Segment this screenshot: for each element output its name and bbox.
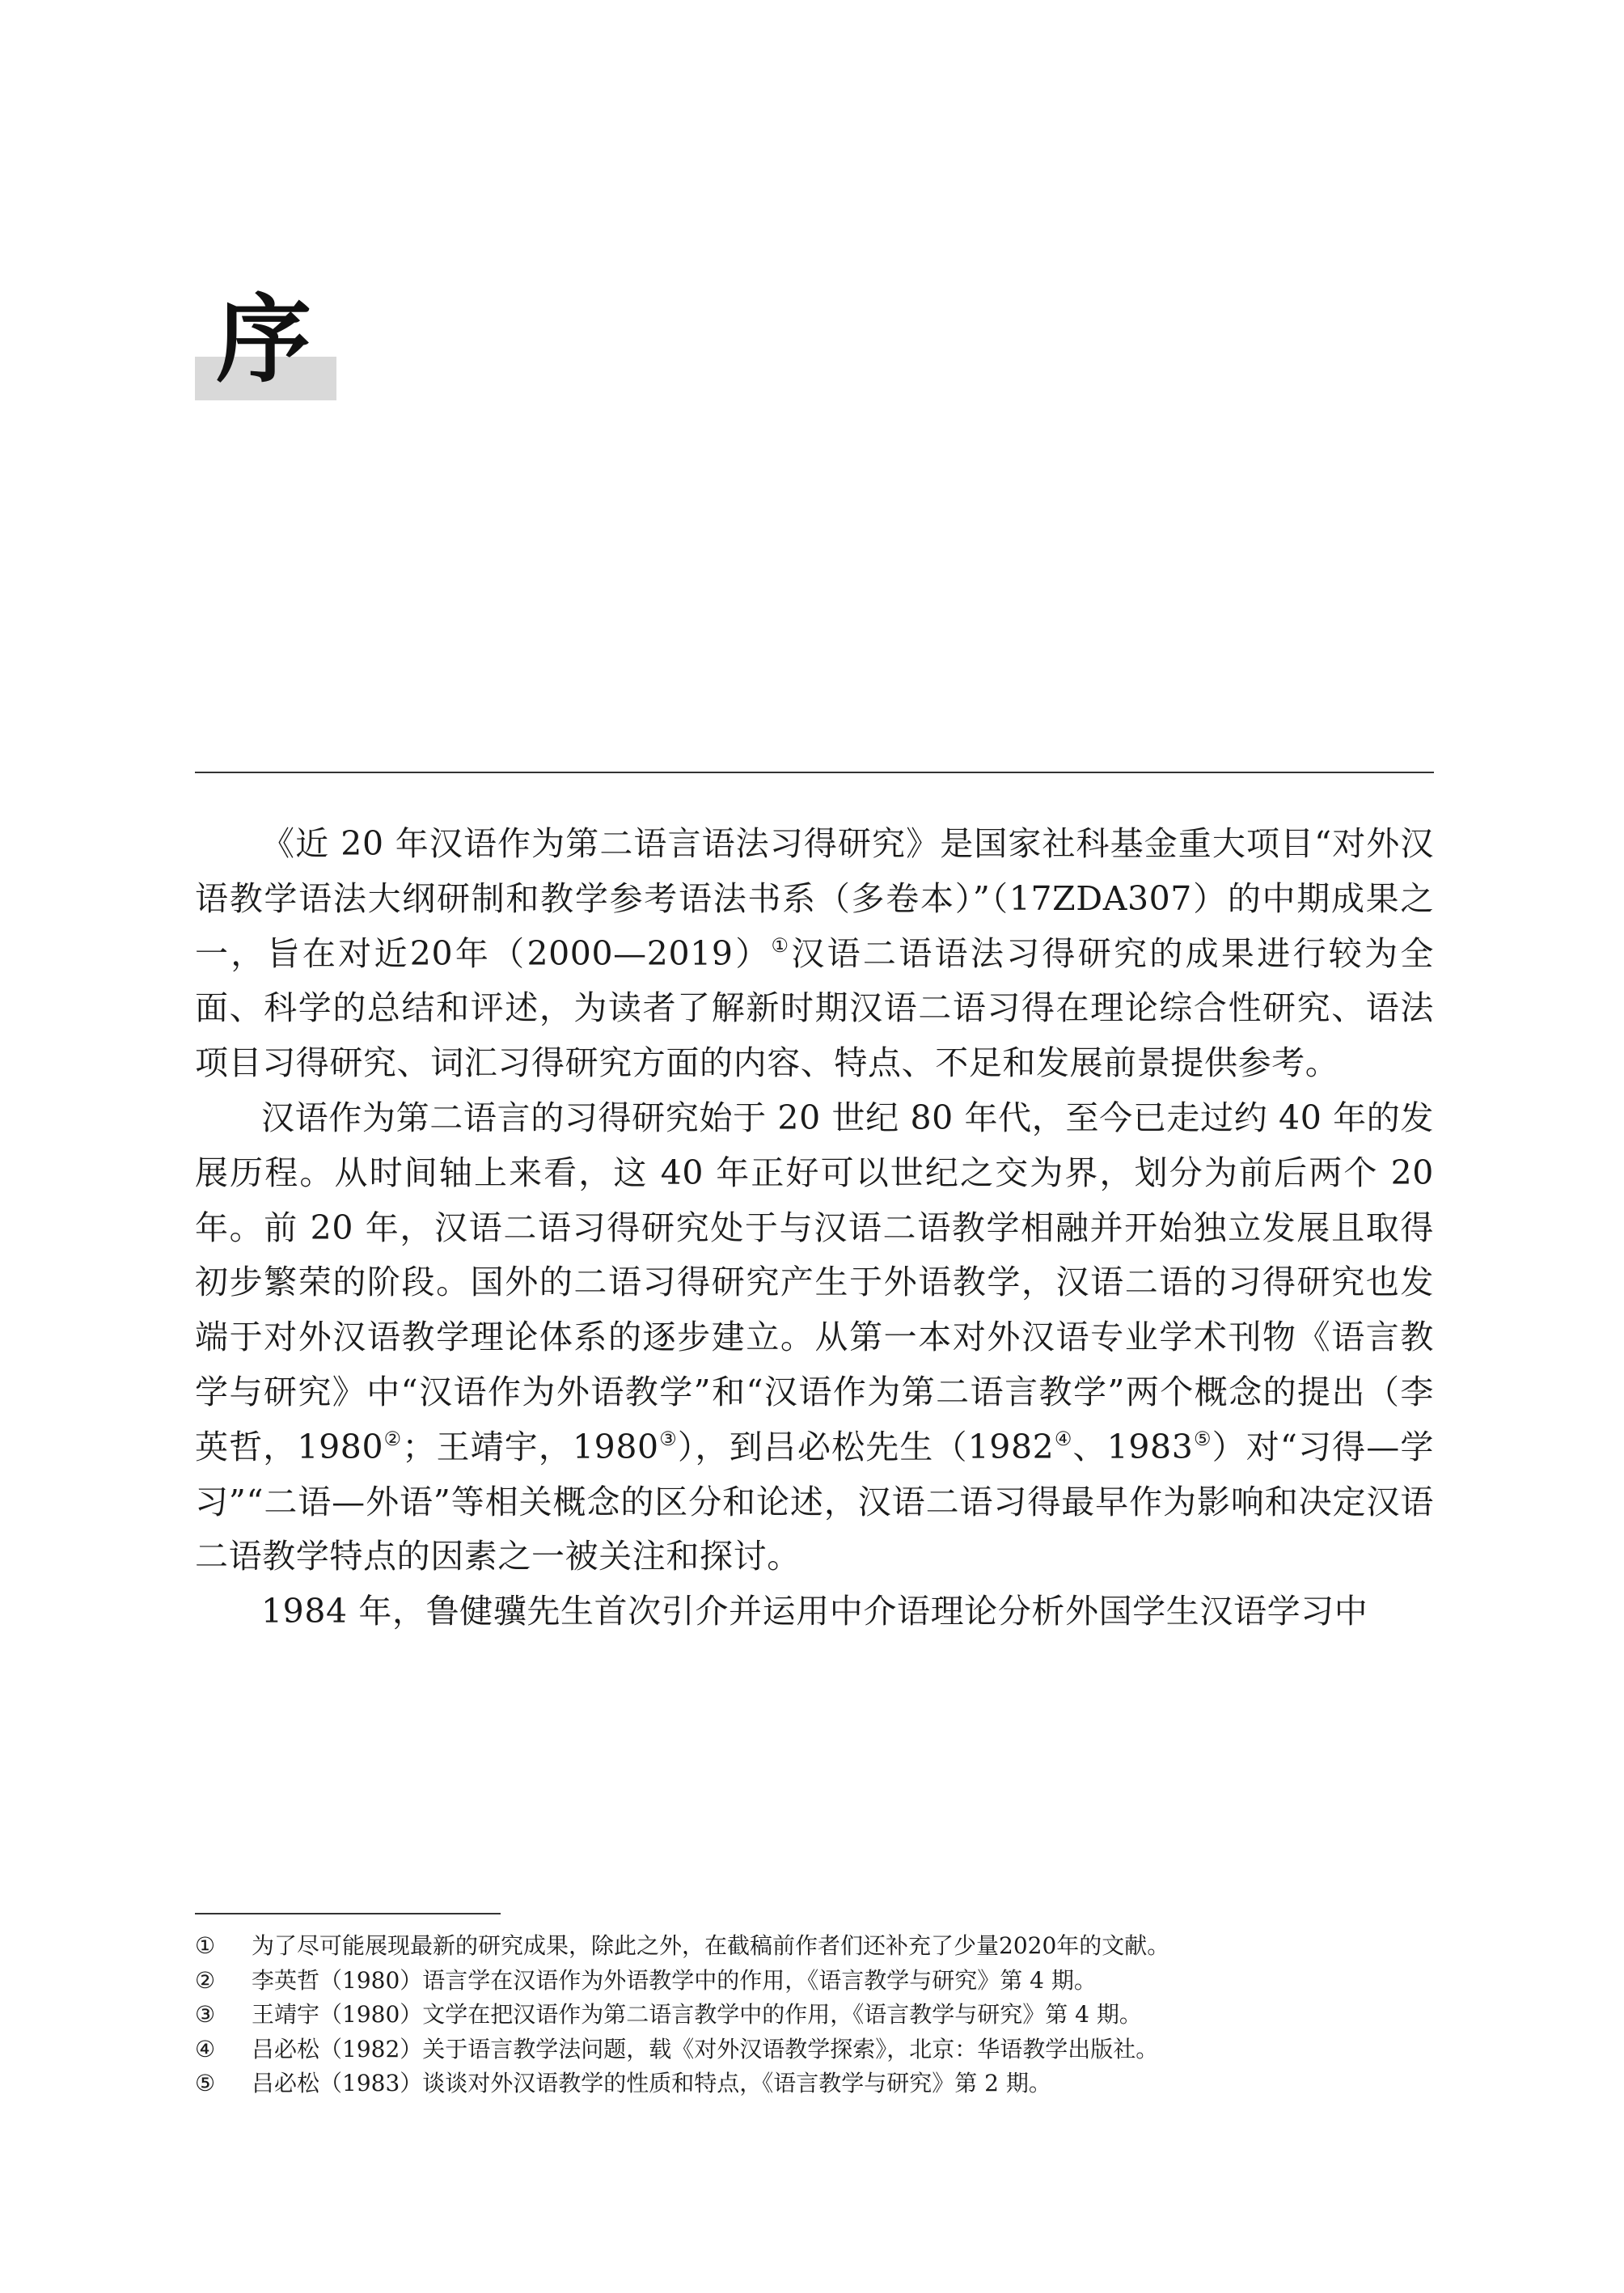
footnote-text: 李英哲（1980）语言学在汉语作为外语教学中的作用，《语言教学与研究》第 4 期。 — [252, 1966, 1097, 1994]
footnote-text: 王靖宇（1980）文学在把汉语作为第二语言教学中的作用，《语言教学与研究》第 4 期。 — [252, 2001, 1142, 2028]
footnote-number: ⑤ — [195, 2070, 216, 2096]
paragraph-text: 、1983 — [1072, 1427, 1194, 1466]
footnote-item — [195, 2033, 1434, 2067]
footnote-text: 吕必松（1982）关于语言教学法问题，载《对外汉语教学探索》，北京：华语教学出版社。 — [252, 2035, 1159, 2062]
footnote-marker: ① — [771, 933, 792, 957]
paragraph-text: 《近 20 年汉语作为第二语言语法习得研究》是国家社科基金重大项目“对外汉语教学语法大纲研制和教学参考语法书系（多卷本）”（17ZDA307）的中期成果之一，旨在对近20年（2000—2019） — [195, 824, 1434, 973]
paragraph-text: 汉语二语语法习得研究的成果进行较为全面、科学的总结和评述，为读者了解新时期汉语二语习得在理论综合性研究、语法项目习得研究、词汇习得研究方面的内容、特点、不足和发展前景提供参考。 — [195, 933, 1434, 1083]
footnote-number: ② — [195, 1966, 216, 1994]
footnote-text: 吕必松（1983）谈谈对外汉语教学的性质和特点，《语言教学与研究》第 2 期。 — [252, 2070, 1051, 2096]
paragraph-text: ）对“习得—学习”“二语—外语”等相关概念的区分和论述，汉语二语习得最早作为影响和决定汉语二语教学特点的因素之一被关注和探讨。 — [195, 1427, 1434, 1576]
footnote-item — [195, 1964, 1434, 1999]
footnote-text: 为了尽可能展现最新的研究成果，除此之外，在截稿前作者们还补充了少量2020年的文献。 — [252, 1932, 1170, 1959]
paragraph — [195, 817, 1434, 1091]
footnote-item — [195, 2067, 1434, 2101]
body-text — [195, 817, 1434, 1639]
footnote-number: ③ — [195, 2001, 216, 2028]
paragraph-text: ；王靖宇，1980 — [402, 1427, 659, 1466]
paragraph-text: ），到吕必松先生（1982 — [677, 1427, 1055, 1466]
footnote-marker: ⑤ — [1193, 1427, 1212, 1450]
chapter-title: 序 — [216, 283, 312, 396]
footnote-item — [195, 1929, 1434, 1964]
footnote-number: ④ — [195, 2035, 216, 2062]
footnote-separator — [195, 1913, 501, 1914]
footnote-marker: ② — [383, 1427, 403, 1450]
paragraph-text: 汉语作为第二语言的习得研究始于 20 世纪 80 年代，至今已走过约 40 年的发展历程。从时间轴上来看，这 40 年正好可以世纪之交为界，划分为前后两个 20 年。前 20 年，汉语二语习得研究处于与汉语二语教学相融并开始独立发展且取得初步繁荣的阶段。国外的二语习得研究产生于外语教学，汉语二语的习得研究也发端于对外汉语教学理论体系的逐步建立。从第一本对外汉语专业学术刊物《语言教学与研究》中“汉语作为外语教学”和“汉语作为第二语言教学”两个概念的提出（李英哲，1980 — [195, 1098, 1434, 1466]
horizontal-rule — [195, 772, 1434, 773]
footnote-marker: ③ — [658, 1427, 678, 1450]
chapter-heading — [195, 283, 336, 400]
footnote-number: ① — [195, 1932, 216, 1959]
paragraph — [195, 1584, 1434, 1639]
footnotes — [195, 1929, 1434, 2101]
footnote-marker: ④ — [1054, 1427, 1073, 1450]
paragraph-text: 1984 年，鲁健骥先生首次引介并运用中介语理论分析外国学生汉语学习中 — [261, 1592, 1368, 1631]
footnote-item — [195, 1998, 1434, 2033]
paragraph — [195, 1091, 1434, 1584]
